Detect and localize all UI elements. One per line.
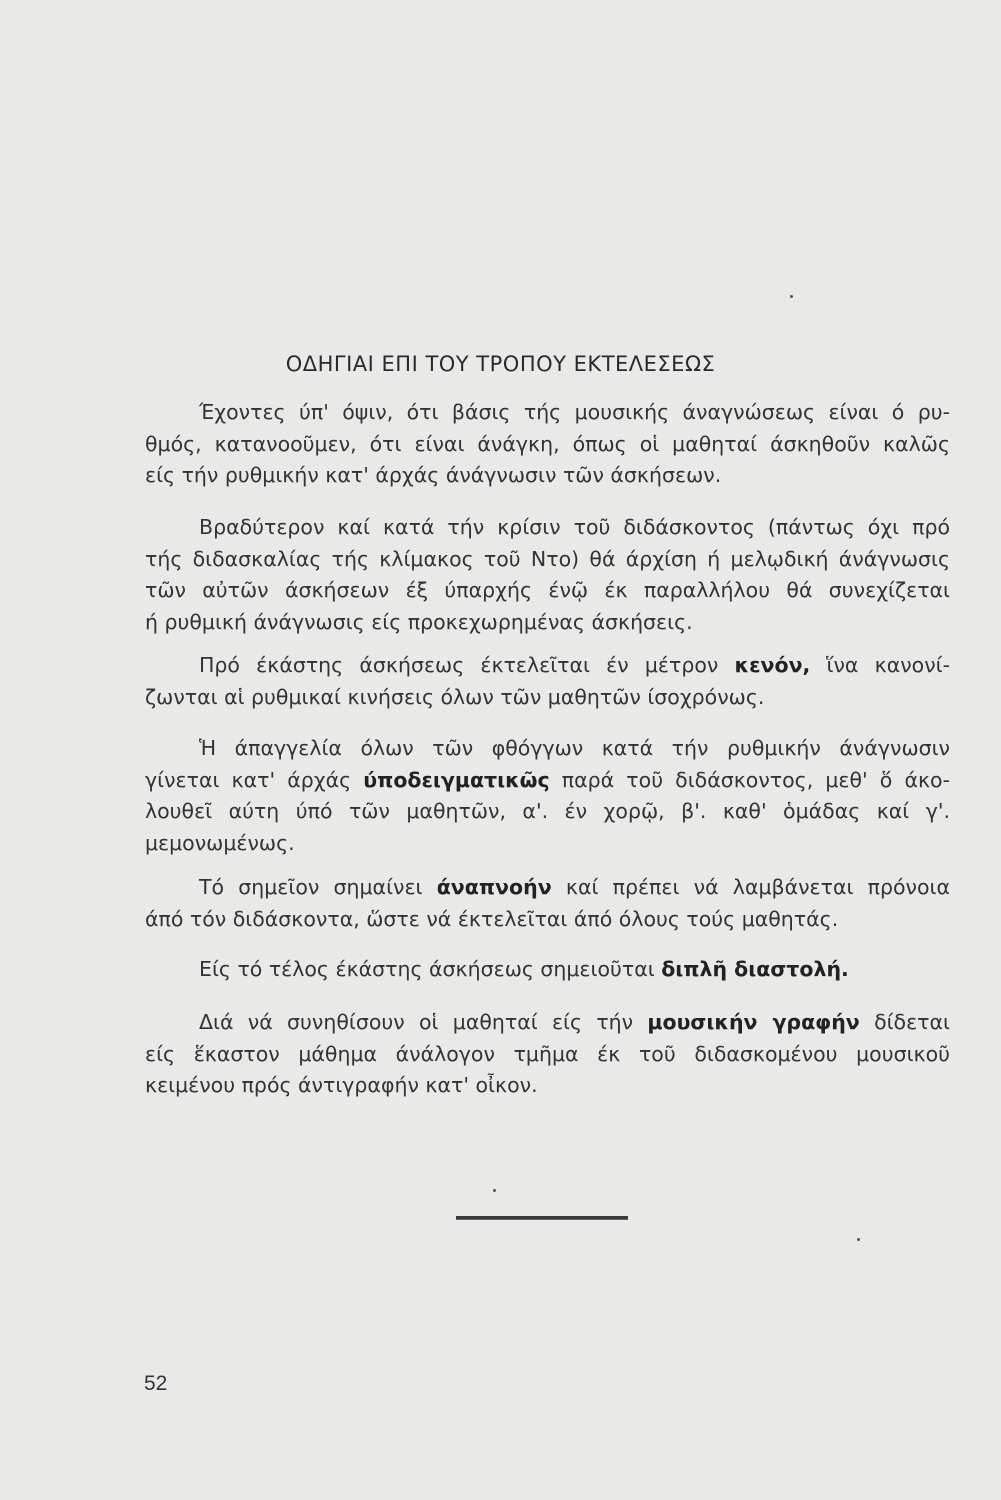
paragraph-text: γίνεται κατ' άρχάς [145, 767, 352, 792]
paragraph-line [145, 765, 950, 797]
paragraph-line [145, 1007, 950, 1039]
paragraph-line: τής διδασκαλίας τής κλίμακος τοῦ Ντο) θά άρχίση ή μελῳδική άνάγνωσις [145, 546, 950, 571]
paragraph-line: Βραδύτερον καί κατά τήν κρίσιν τοῦ διδάσκοντος (πάντως όχι πρό [199, 515, 950, 539]
bold-term: ύποδειγματικῶς [363, 767, 550, 792]
paragraph-line [145, 954, 950, 986]
paragraph-text: Πρό έκάστης άσκήσεως έκτελεῖται έν μέτρον [199, 653, 719, 677]
paragraph-line [145, 872, 950, 904]
paragraph-5 [145, 872, 950, 935]
paragraph-line: άπό τόν διδάσκοντα, ὥστε νά έκτελεῖται άπό όλους τούς μαθητάς. [145, 906, 839, 931]
bold-term: άναπνοήν [436, 875, 552, 899]
section-divider-rule [456, 1216, 628, 1220]
paragraph-line [145, 650, 950, 682]
paragraph-4 [145, 733, 950, 859]
page-number: 52 [144, 1372, 168, 1395]
paragraph-text: Διά νά συνηθίσουν οἱ μαθηταί είς τήν [199, 1010, 634, 1034]
bold-term: κενόν, [734, 653, 811, 677]
paragraph-1 [145, 397, 950, 492]
paragraph-line: είς ἕκαστον μάθημα άνάλογον τμῆμα έκ τοῦ διδασκομένου μουσικοῦ [145, 1041, 950, 1066]
paper-speck [493, 1189, 496, 1192]
paragraph-line: ή ρυθμική άνάγνωσις είς προκεχωρημένας άσκήσεις. [145, 609, 693, 634]
paragraph-line: Ἡ άπαγγελία όλων τῶν φθόγγων κατά τήν ρυθμικήν άνάγνωσιν [199, 736, 950, 760]
paragraph-line: κειμένου πρός άντιγραφήν κατ' οἶκον. [145, 1073, 538, 1097]
paragraph-6 [145, 954, 950, 986]
paragraph-line: τῶν αὐτῶν άσκήσεων έξ ύπαρχής ένῷ έκ παραλλήλου θά συνεχίζεται [145, 578, 950, 602]
paragraph-text: παρά τοῦ διδάσκοντος, μεθ' ὅ άκο- [561, 767, 950, 792]
page-title: ΟΔΗΓΙΑΙ ΕΠΙ ΤΟΥ ΤΡΟΠΟΥ ΕΚΤΕΛΕΣΕΩΣ [285, 352, 716, 376]
paragraph-line: είς τήν ρυθμικήν κατ' άρχάς άνάγνωσιν τῶν άσκήσεων. [145, 463, 722, 487]
paragraph-text: δίδεται [874, 1010, 950, 1034]
paragraph-line: Έχοντες ύπ' όψιν, ότι βάσις τής μουσικής άναγνώσεως είναι ό ρυ- [199, 400, 950, 424]
bold-term: διπλῆ διαστολή. [661, 957, 849, 981]
paragraph-text: καί πρέπει νά λαμβάνεται πρόνοια [565, 875, 950, 899]
bold-term: μουσικήν γραφήν [647, 1010, 860, 1034]
paragraph-7 [145, 1007, 950, 1102]
paragraph-3 [145, 650, 950, 713]
paper-speck [857, 1238, 860, 1241]
paper-speck [790, 295, 793, 298]
paragraph-line: μεμονωμένως. [145, 830, 295, 855]
paragraph-line: θμός, κατανοοῦμεν, ότι είναι άνάγκη, όπως οἱ μαθηταί άσκηθοῦν καλῶς [145, 431, 950, 456]
paragraph-text: Είς τό τέλος έκάστης άσκήσεως σημειοῦται [199, 957, 655, 981]
paragraph-line: ζωνται αἱ ρυθμικαί κινήσεις όλων τῶν μαθητῶν ίσοχρόνως. [145, 684, 765, 709]
paragraph-2 [145, 512, 950, 638]
paragraph-line: λουθεῖ αύτη ύπό τῶν μαθητῶν, α'. έν χορῷ, β'. καθ' ὁμάδας καί γ'. [145, 799, 950, 823]
paragraph-text: ἵνα κανονί- [826, 653, 950, 677]
paragraph-text: Τό σημεῖον σημαίνει [199, 875, 423, 899]
